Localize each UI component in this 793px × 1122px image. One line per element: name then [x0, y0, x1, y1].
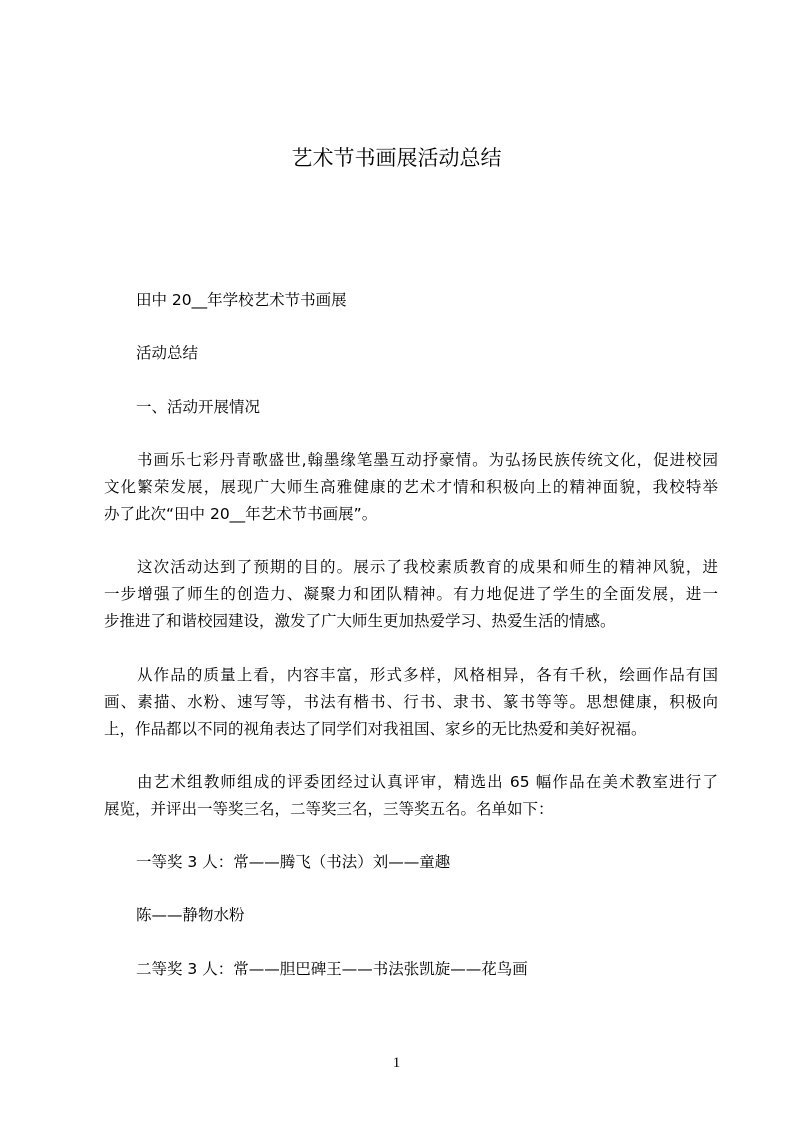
subtitle-line: 田中 20__年学校艺术节书画展 [136, 291, 347, 309]
paragraph [104, 554, 718, 635]
text-line: 办了此次“田中 20__年艺术节书画展”。 [104, 505, 378, 523]
paragraph [104, 447, 718, 528]
paragraph [104, 662, 718, 743]
page-number: 1 [392, 1055, 401, 1071]
paragraph [104, 769, 718, 823]
text-line: 画、素描、水粉、速写等，书法有楷书、行书、隶书、篆书等等。思想健康，积极向 [104, 693, 718, 711]
text-line: 这次活动达到了预期的目的。展示了我校素质教育的成果和师生的精神风貌，进 [137, 558, 718, 576]
text-line: 文化繁荣发展，展现广大师生高雅健康的艺术才情和积极向上的精神面貌，我校特举 [104, 478, 718, 496]
document-title: 艺术节书画展活动总结 [291, 146, 502, 170]
text-line: 一步增强了师生的创造力、凝聚力和团队精神。有力地促进了学生的全面发展，进一 [104, 585, 718, 603]
award-line: 陈——静物水粉 [136, 906, 245, 924]
subtitle-line: 活动总结 [136, 344, 199, 362]
text-line: 书画乐七彩丹青歌盛世,翰墨缘笔墨互动抒豪情。为弘扬民族传统文化，促进校园 [137, 451, 718, 469]
text-line: 展览，并评出一等奖三名，二等奖三名，三等奖五名。名单如下： [104, 800, 554, 818]
award-line: 二等奖 3 人：常——胆巴碑王——书法张凯旋——花鸟画 [136, 960, 528, 978]
section-heading: 一、活动开展情况 [136, 398, 261, 416]
award-line: 一等奖 3 人：常——腾飞（书法）刘——童趣 [136, 853, 451, 871]
text-line: 步推进了和谐校园建设，激发了广大师生更加热爱学习、热爱生活的情感。 [104, 612, 616, 630]
text-line: 从作品的质量上看，内容丰富，形式多样，风格相异，各有千秋，绘画作品有国 [137, 666, 718, 684]
text-line: 上，作品都以不同的视角表达了同学们对我祖国、家乡的无比热爱和美好祝福。 [104, 720, 647, 738]
text-line: 由艺术组教师组成的评委团经过认真评审，精选出 65 幅作品在美术教室进行了 [137, 773, 718, 791]
